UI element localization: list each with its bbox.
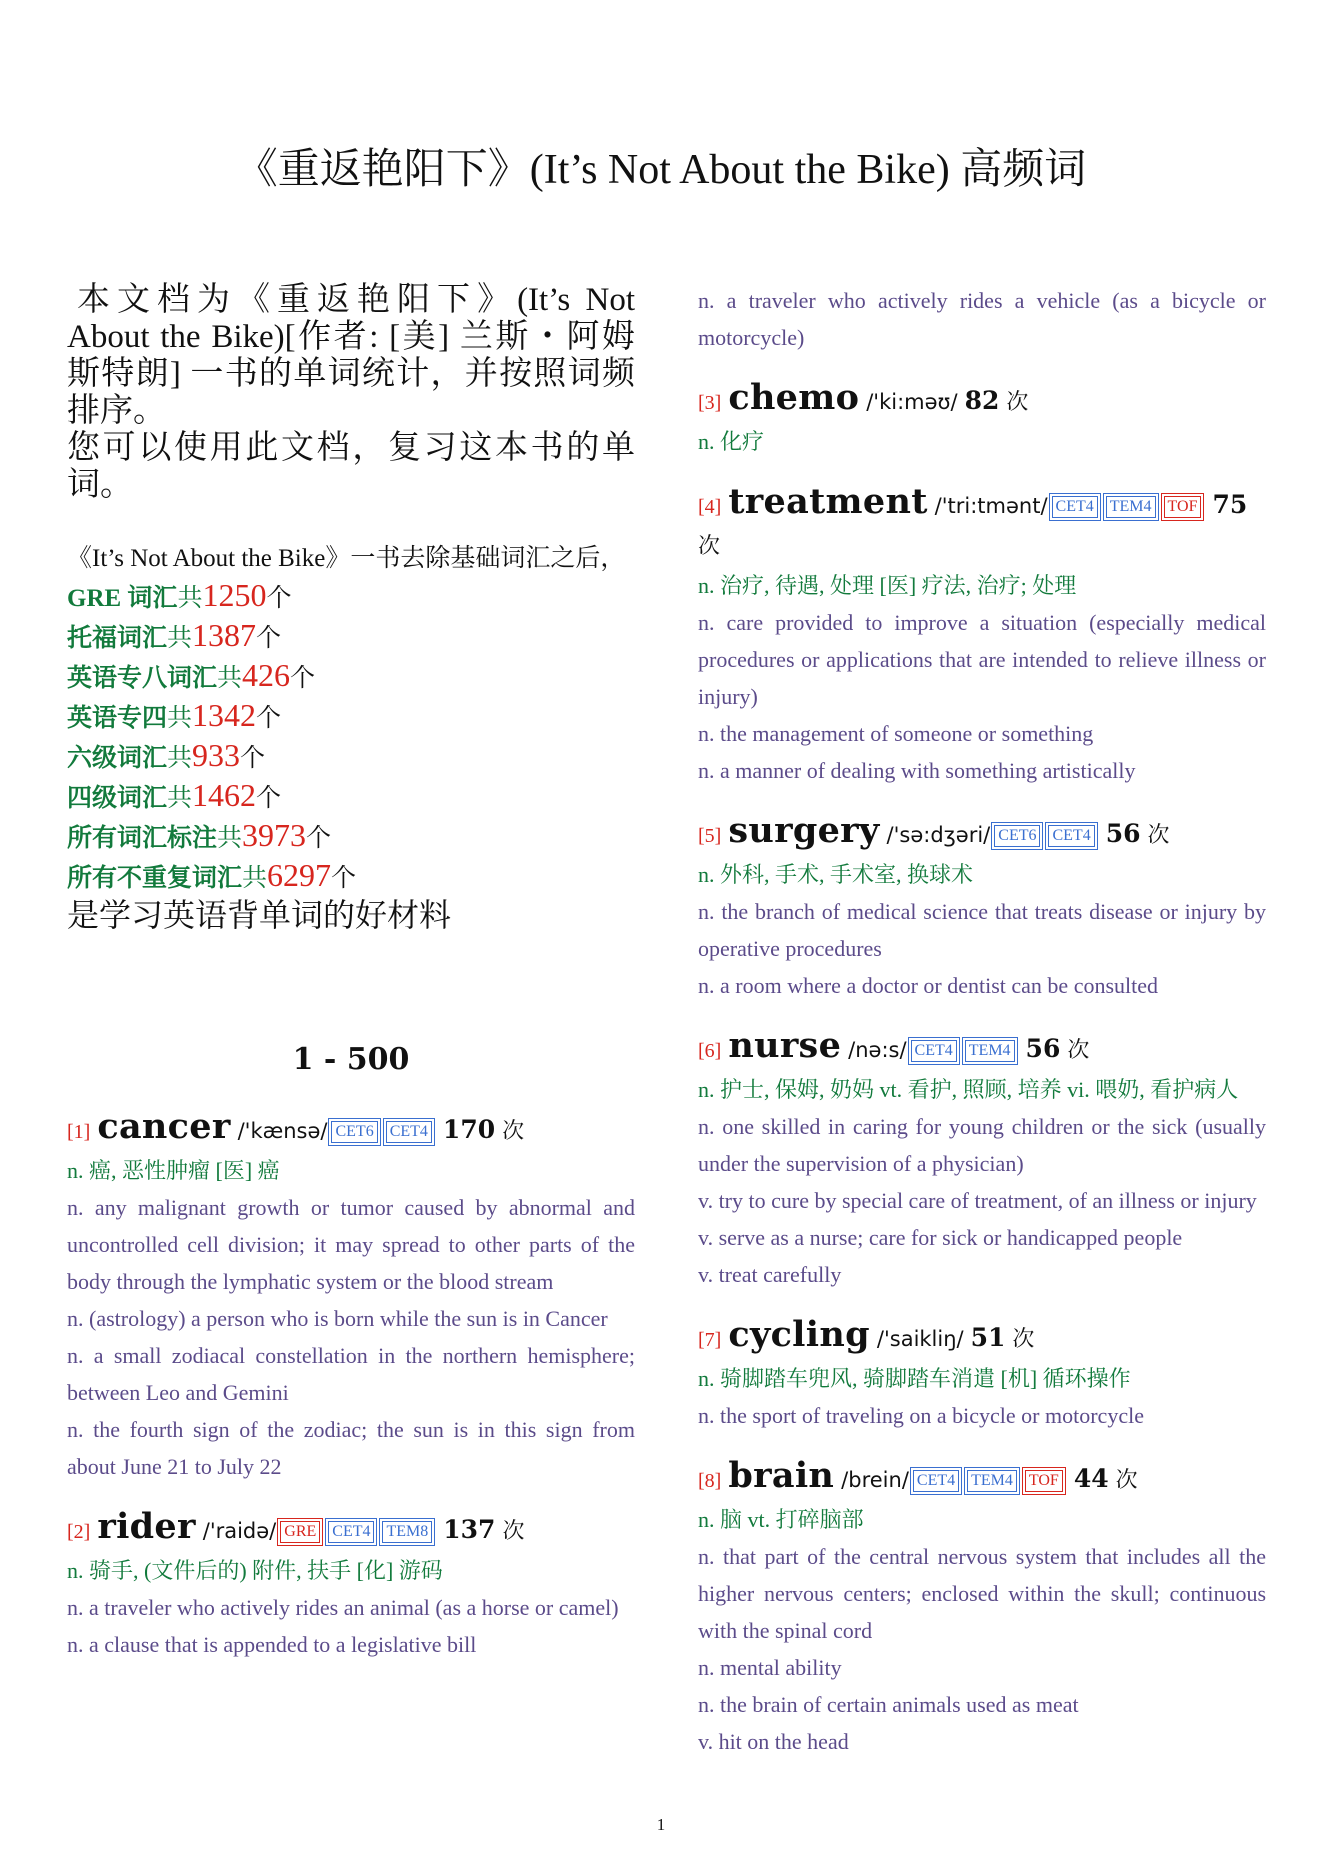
stats-tail: 是学习英语背单词的好材料 — [67, 897, 452, 933]
stat-count: 3973 — [242, 817, 307, 853]
stat-gong: 共 — [167, 705, 193, 732]
stat-count: 1342 — [192, 697, 257, 733]
entry-head — [698, 378, 1266, 423]
level-tag: CET6 — [331, 1121, 377, 1143]
level-tag: CET6 — [994, 825, 1040, 847]
stat-count: 426 — [242, 657, 291, 693]
definition: n. care provided to improve a situation (especially medical procedures or applications that are intended to relieve illness or injury) — [698, 610, 1266, 709]
entry-head — [698, 1026, 1266, 1071]
frequency-count: 82 — [964, 386, 1000, 415]
stat-row — [67, 617, 635, 657]
headword: rider — [97, 1506, 196, 1547]
intro — [67, 282, 635, 504]
entry-continued — [698, 282, 1266, 356]
stat-row — [67, 657, 635, 697]
vocab-stats — [67, 540, 635, 934]
entry-head — [698, 811, 1266, 856]
stat-unit: 个 — [256, 625, 282, 652]
frequency-unit: 次 — [698, 534, 721, 559]
word-entry — [698, 811, 1266, 1004]
entry-index: [1] — [67, 1121, 91, 1143]
level-tag: GRE — [280, 1521, 320, 1543]
entry-index: [3] — [698, 392, 722, 414]
level-tag: TEM4 — [1106, 496, 1156, 518]
definition: n. that part of the central nervous system that includes all the higher nervous centers; enclosed within the skull; continuous with the spinal cord — [698, 1544, 1266, 1643]
definition: n. (astrology) a person who is born while the sun is in Cancer — [67, 1306, 608, 1331]
entry-head — [67, 1507, 635, 1552]
chinese-definition: n. 化疗 — [698, 429, 765, 454]
stat-gong: 共 — [167, 745, 193, 772]
stat-unit: 个 — [256, 705, 282, 732]
entry-index: [4] — [698, 496, 722, 518]
headword: treatment — [728, 481, 928, 522]
stat-rows — [67, 577, 635, 897]
frequency-unit: 次 — [1147, 823, 1170, 848]
stat-unit: 个 — [266, 585, 292, 612]
definition: n. one skilled in caring for young children or the sick (usually under the supervision of a physician) — [698, 1114, 1266, 1176]
headword: brain — [728, 1455, 835, 1496]
definition: v. try to cure by special care of treatment, of an illness or injury — [698, 1188, 1257, 1213]
entry-index: [7] — [698, 1329, 722, 1351]
stat-label: 四级词汇 — [67, 785, 168, 812]
stat-gong: 共 — [167, 785, 193, 812]
word-entry — [698, 482, 1266, 789]
page-number: 1 — [656, 1815, 666, 1834]
stat-count: 1462 — [192, 777, 257, 813]
frequency-count: 51 — [970, 1323, 1006, 1352]
definition: v. serve as a nurse; care for sick or handicapped people — [698, 1225, 1183, 1250]
stat-row — [67, 857, 635, 897]
entry-index: [5] — [698, 825, 722, 847]
stat-unit: 个 — [256, 785, 282, 812]
right-column — [698, 282, 1266, 1782]
entry-head — [698, 1456, 1266, 1501]
entry-index: [8] — [698, 1470, 722, 1492]
frequency-unit: 次 — [1012, 1327, 1035, 1352]
entry-index: [2] — [67, 1521, 91, 1543]
stat-gong: 共 — [217, 665, 243, 692]
phonetic: /'sə:dʒəri/ — [886, 823, 991, 847]
level-tag: TEM8 — [382, 1521, 432, 1543]
phonetic: /'tri:tmənt/ — [934, 494, 1048, 518]
frequency-count: 44 — [1073, 1464, 1109, 1493]
stat-unit: 个 — [290, 665, 316, 692]
phonetic: /brein/ — [841, 1468, 909, 1492]
stat-label: 英语专八词汇 — [67, 665, 218, 692]
entry-index: [6] — [698, 1040, 722, 1062]
entry-list — [698, 282, 1266, 1760]
frequency-unit: 次 — [1067, 1038, 1090, 1063]
level-tag: TEM4 — [967, 1470, 1017, 1492]
stat-count: 1250 — [202, 577, 267, 613]
stat-row — [67, 737, 635, 777]
word-entry — [67, 1107, 635, 1485]
phonetic: /'kænsə/ — [237, 1119, 328, 1143]
level-tag: CET4 — [386, 1121, 432, 1143]
definition: n. a manner of dealing with something artistically — [698, 758, 1136, 783]
stat-row — [67, 577, 635, 617]
stat-row — [67, 817, 635, 857]
entry-head — [698, 1315, 1266, 1360]
stat-gong: 共 — [177, 585, 203, 612]
chinese-definition: n. 脑 vt. 打碎脑部 — [698, 1507, 864, 1532]
chinese-definition: n. 外科, 手术, 手术室, 换球术 — [698, 862, 974, 887]
level-tag: TEM4 — [965, 1040, 1015, 1062]
frequency-count: 75 — [1212, 490, 1248, 519]
frequency-count: 137 — [443, 1515, 496, 1544]
level-tag: CET4 — [911, 1040, 957, 1062]
phonetic: /'ki:məʊ/ — [866, 390, 958, 414]
definition: n. the management of someone or something — [698, 721, 1094, 746]
chinese-definition: n. 骑手, (文件后的) 附件, 扶手 [化] 游码 — [67, 1558, 443, 1583]
headword: cycling — [728, 1314, 870, 1355]
stats-lead: 《It’s Not About the Bike》一书去除基础词汇之后， — [67, 545, 626, 572]
definition: n. the brain of certain animals used as meat — [698, 1692, 1079, 1717]
phonetic: /'raidə/ — [202, 1519, 277, 1543]
stat-label: 所有词汇标注 — [67, 825, 218, 852]
entry-head — [698, 482, 1266, 567]
stat-label: 所有不重复词汇 — [67, 865, 243, 892]
definition: n. the sport of traveling on a bicycle or motorcycle — [698, 1403, 1144, 1428]
intro-paragraph: 本文档为《重返艳阳下》(It’s Not About the Bike)[作者: [美] 兰斯・阿姆斯特朗] 一书的单词统计，并按照词频排序。 — [67, 282, 635, 429]
stat-unit: 个 — [240, 745, 266, 772]
chinese-definition: n. 骑脚踏车兜风, 骑脚踏车消遣 [机] 循环操作 — [698, 1366, 1131, 1391]
range-heading: 1 - 500 — [292, 1042, 410, 1077]
definition: n. any malignant growth or tumor caused by abnormal and uncontrolled cell division; it may spread to other parts of the body through the lymphatic system or the blood stream — [67, 1195, 635, 1294]
definition: v. treat carefully — [698, 1262, 842, 1287]
stat-count: 933 — [192, 737, 241, 773]
definition: n. the fourth sign of the zodiac; the sun is in this sign from about June 21 to July 22 — [67, 1417, 635, 1479]
stat-label: 托福词汇 — [67, 625, 168, 652]
frequency-count: 170 — [442, 1115, 496, 1144]
headword: cancer — [97, 1106, 231, 1147]
phonetic: /nə:s/ — [848, 1038, 907, 1062]
stat-label: GRE 词汇 — [67, 585, 178, 612]
chinese-definition: n. 癌, 恶性肿瘤 [医] 癌 — [67, 1158, 280, 1183]
frequency-unit: 次 — [502, 1519, 525, 1544]
definition: n. a traveler who actively rides an animal (as a horse or camel) — [67, 1595, 619, 1620]
stat-row — [67, 777, 635, 817]
level-tag: CET4 — [1048, 825, 1094, 847]
word-entry — [698, 378, 1266, 460]
word-entry — [67, 1507, 635, 1663]
word-entry — [698, 1456, 1266, 1760]
stat-gong: 共 — [217, 825, 243, 852]
word-entry — [698, 1026, 1266, 1293]
phonetic: /'saikliŋ/ — [876, 1327, 964, 1351]
definition: n. a clause that is appended to a legislative bill — [67, 1632, 477, 1657]
stat-unit: 个 — [306, 825, 332, 852]
stat-count: 1387 — [192, 617, 257, 653]
level-tag: TOF — [1025, 1470, 1063, 1492]
level-tag: CET4 — [1052, 496, 1098, 518]
entry-head — [67, 1107, 635, 1152]
frequency-count: 56 — [1025, 1034, 1061, 1063]
definition: v. hit on the head — [698, 1729, 849, 1754]
stat-unit: 个 — [331, 865, 357, 892]
frequency-unit: 次 — [502, 1119, 525, 1144]
level-tag: TOF — [1164, 496, 1202, 518]
level-tag: CET4 — [913, 1470, 959, 1492]
chinese-definition: n. 治疗, 待遇, 处理 [医] 疗法, 治疗; 处理 — [698, 573, 1077, 598]
stat-row — [67, 697, 635, 737]
stat-gong: 共 — [167, 625, 193, 652]
headword: surgery — [728, 810, 880, 851]
stat-gong: 共 — [242, 865, 268, 892]
definition: n. the branch of medical science that treats disease or injury by operative procedures — [698, 899, 1266, 961]
page-title: 《重返艳阳下》(It’s Not About the Bike) 高频词 — [235, 147, 1087, 193]
chinese-definition: n. 护士, 保姆, 奶妈 vt. 看护, 照顾, 培养 vi. 喂奶, 看护病人 — [698, 1077, 1239, 1102]
frequency-unit: 次 — [1006, 390, 1029, 415]
stat-count: 6297 — [267, 857, 332, 893]
definition: n. mental ability — [698, 1655, 842, 1680]
definition: n. a small zodiacal constellation in the northern hemisphere; between Leo and Gemini — [67, 1343, 635, 1405]
left-column — [67, 282, 635, 1685]
stat-label: 六级词汇 — [67, 745, 168, 772]
headword: chemo — [728, 377, 860, 418]
word-entry — [698, 1315, 1266, 1434]
frequency-count: 56 — [1105, 819, 1141, 848]
stat-label: 英语专四 — [67, 705, 168, 732]
headword: nurse — [728, 1025, 842, 1066]
entry-list — [67, 1107, 635, 1663]
intro-paragraph: 您可以使用此文档，复习这本书的单词。 — [67, 430, 635, 503]
definition: n. a room where a doctor or dentist can be consulted — [698, 973, 1159, 998]
frequency-unit: 次 — [1115, 1468, 1138, 1493]
definition: n. a traveler who actively rides a vehicle (as a bicycle or motorcycle) — [698, 288, 1266, 350]
level-tag: CET4 — [328, 1521, 374, 1543]
